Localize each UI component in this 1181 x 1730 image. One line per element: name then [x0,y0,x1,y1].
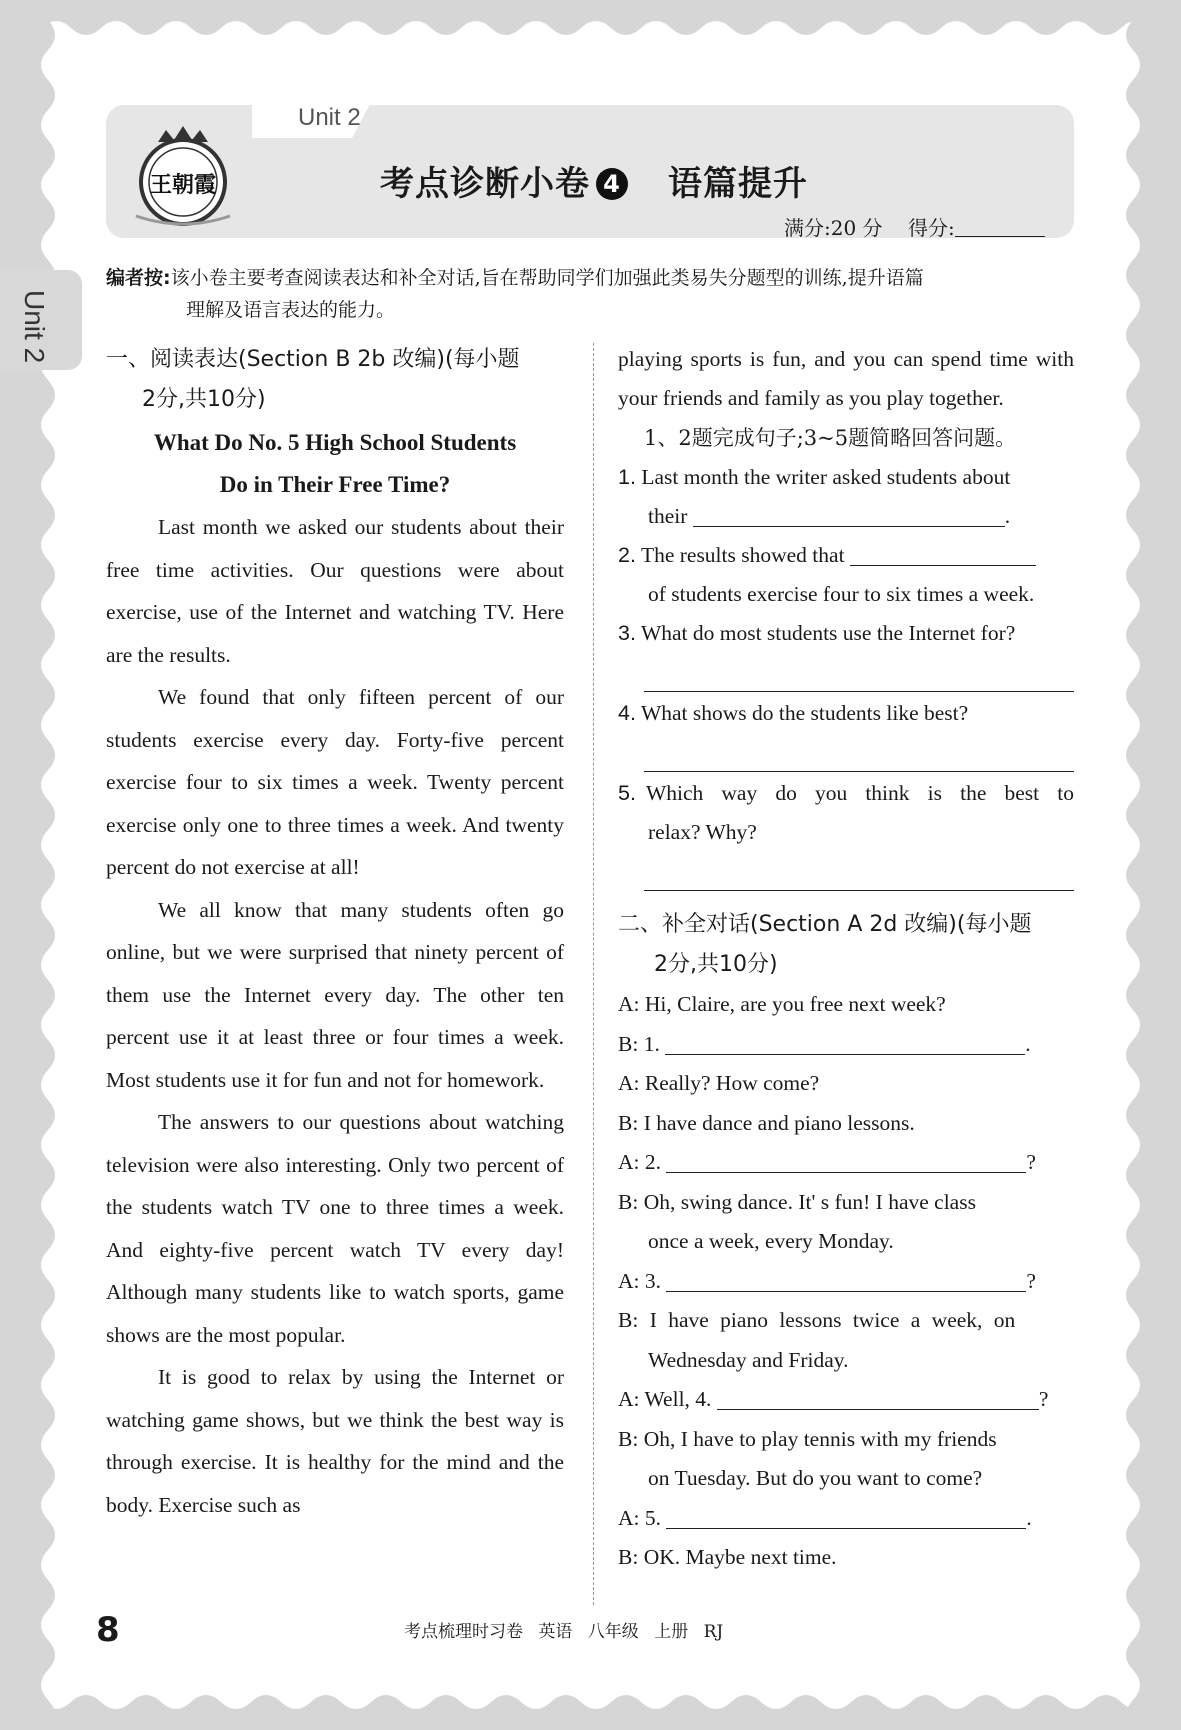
dialogue-line: B: 1. . [618,1031,1031,1056]
dialogue-line: A: Really? How come? [618,1071,820,1095]
left-column [106,340,564,1526]
dialogue-line: A: 3. ? [618,1268,1036,1293]
editor-note-label: 编者按: [106,267,171,289]
side-unit-tab-label: Unit 2 [19,290,50,364]
dialogue-blank[interactable] [666,1150,1026,1173]
question-1: 1. Last month the writer asked students about their . [618,465,1011,528]
answer-line[interactable] [644,733,1074,772]
dialogue-blank[interactable] [665,1032,1025,1055]
editor-note-line1: 该小卷主要考查阅读表达和补全对话,旨在帮助同学们加强此类易失分题型的训练,提升语篇 [170,267,924,289]
title-prefix: 考点诊断小卷 [380,164,590,204]
decorative-border-bottom [0,1684,1181,1730]
unit-tab-label: Unit 2 [298,104,361,131]
article-continued: playing sports is fun, and you can spend time with your friends and family as you play together. [618,347,1074,410]
decorative-border-top [0,0,1181,46]
title-suffix: 语篇提升 [668,164,808,204]
dialogue-blank[interactable] [666,1269,1026,1292]
dialogue-line: B: OK. Maybe next time. [618,1545,837,1569]
dialogue-line: B: I have piano lessons twice a week, on [618,1308,1016,1332]
question-2: 2. The results showed that of students exercise four to six times a week. [618,543,1035,606]
article-paragraph: The answers to our questions about watching television were also interesting. Only two percent of the students watch TV one to three times a week. And eighty-five percent watch TV every day! Although many students like to watch sports, game shows are the most popular. [106,1110,564,1347]
publisher-logo [128,120,238,230]
editor-note [106,262,1076,326]
right-column [618,340,1074,1578]
page-number: 8 [96,1610,120,1650]
editor-note-line2: 理解及语言表达的能力。 [186,299,396,321]
dialogue-blank[interactable] [717,1387,1039,1410]
section1-heading: 一、阅读表达(Section B 2b 改编)(每小题 2分,共10分) [106,347,520,412]
column-divider [593,343,594,1605]
section2-heading: 二、补全对话(Section A 2d 改编)(每小题 2分,共10分) [618,912,1032,977]
dialogue-line: A: Well, 4. ? [618,1387,1049,1411]
footer-text: 考点梳理时习卷 英语 八年级 上册 RJ [404,1622,724,1642]
question-5: 5. Which way do you think is the best to relax? Why? [618,774,1074,891]
question-3: 3. What do most students use the Internet for? [618,614,1074,692]
article-paragraph: Last month we asked our students about their free time activities. Our questions were about exercise, use of the Internet and watching TV. Here are the results. [106,515,564,667]
article-paragraph: We found that only fifteen percent of our students exercise every day. Forty-five percent exercise four to six times a week. Twenty percent exercise only one to three times a week. And twenty percent do not exercise at all! [106,685,564,879]
svg-text:王朝霞: 王朝霞 [149,172,217,198]
question-4: 4. What shows do the students like best? [618,694,1074,772]
dialogue-line: Wednesday and Friday. [648,1347,849,1372]
dialogue-line: A: 5. . [618,1505,1032,1530]
decorative-border-right [1111,0,1181,1730]
dialogue-line: A: Hi, Claire, are you free next week? [618,992,946,1016]
question-instruction: 1、2题完成句子;3~5题简略回答问题。 [644,426,1017,450]
dialogue-line: A: 2. ? [618,1150,1036,1174]
article-title: What Do No. 5 High School Students Do in Their Free Time? [153,430,517,497]
page-title [380,156,808,205]
answer-line[interactable] [644,852,1074,891]
answer-line[interactable] [644,653,1074,692]
dialogue-blank[interactable] [666,1506,1026,1529]
answer-blank[interactable] [850,543,1036,566]
article-paragraph: It is good to relax by using the Internet or watching game shows, but we think the best way is through exercise. It is healthy for the mind and the body. Exercise such as [106,1365,564,1517]
full-score: 满分:20 分 [784,216,883,240]
decorative-border-left [0,0,70,1730]
dialogue-line: B: Oh, I have to play tennis with my friends [618,1426,997,1451]
answer-blank[interactable] [693,504,1005,527]
dialogue-line: B: I have dance and piano lessons. [618,1110,915,1135]
score-line [784,212,1045,241]
dialogue-line: once a week, every Monday. [648,1229,894,1253]
score-label: 得分: [907,216,955,240]
article-paragraph: We all know that many students often go online, but we were surprised that ninety percent of them use the Internet every day. The other ten percent use it at least three or four times a week. Most students use it for fun and not for homework. [106,897,564,1092]
dialogue-line: B: Oh, swing dance. It' s fun! I have class [618,1189,976,1214]
dialogue [618,985,1074,1578]
score-blank[interactable] [955,218,1045,237]
dialogue-line: on Tuesday. But do you want to come? [648,1466,983,1490]
title-number-badge: 4 [596,168,628,200]
